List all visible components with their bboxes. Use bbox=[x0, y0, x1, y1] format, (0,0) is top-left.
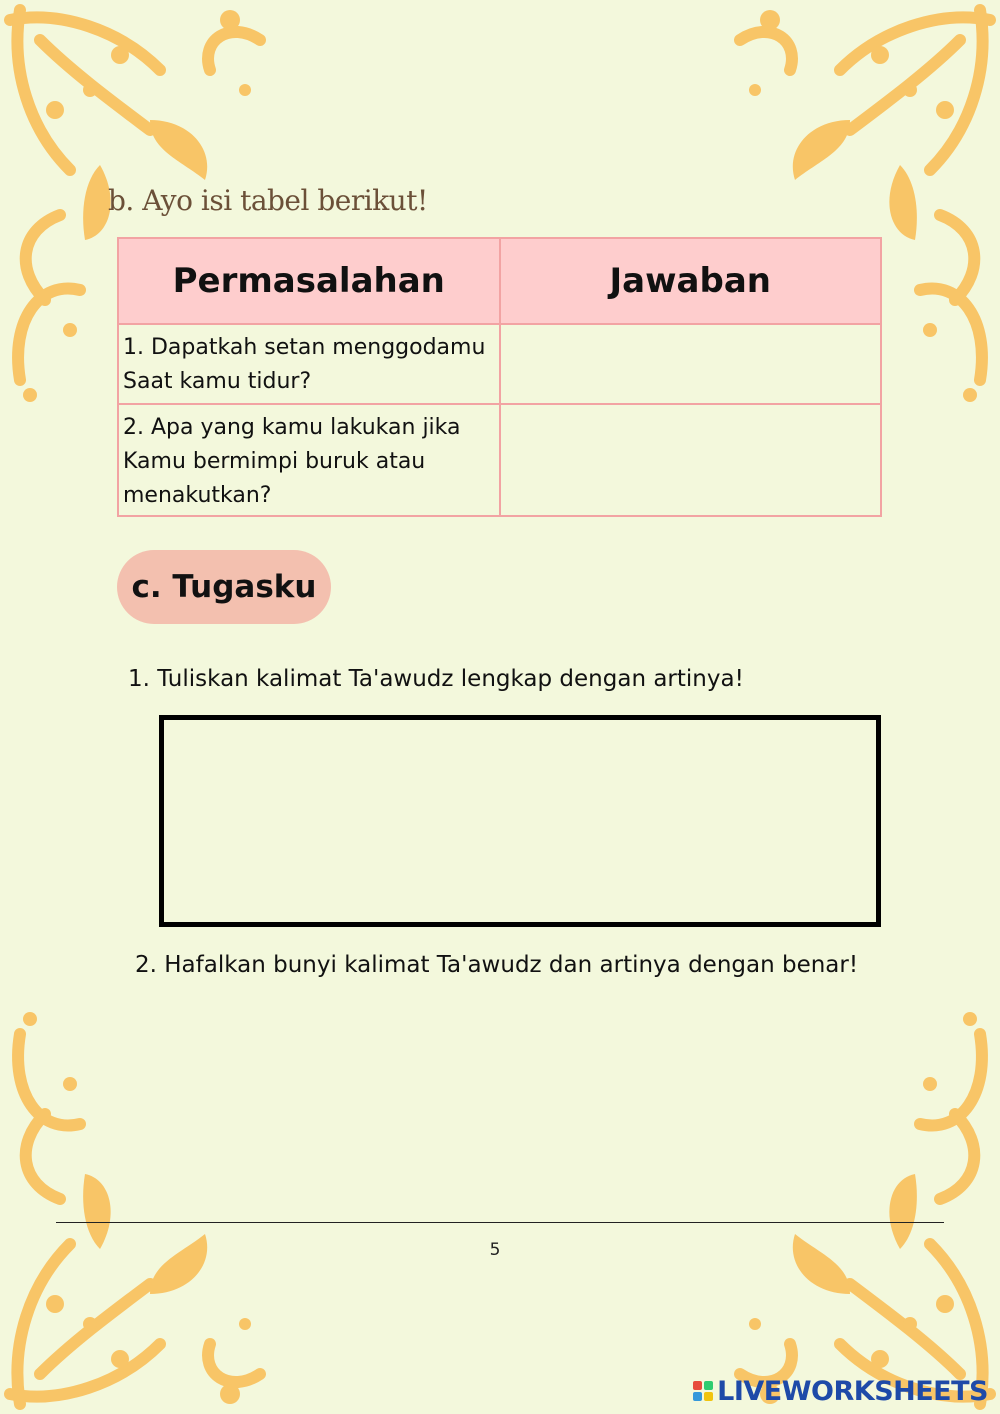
problem-cell: 2. Apa yang kamu lakukan jika Kamu bermimpi buruk atau menakutkan? bbox=[118, 404, 500, 516]
footer-divider bbox=[56, 1222, 944, 1223]
liveworksheets-brand[interactable] bbox=[693, 1376, 988, 1406]
table-row bbox=[118, 404, 881, 516]
section-c-title: c. Tugasku bbox=[131, 569, 317, 605]
answer-cell[interactable] bbox=[500, 324, 882, 404]
task-1-answer-box[interactable] bbox=[159, 715, 881, 927]
task-2-instruction: 2. Hafalkan bunyi kalimat Ta'awudz dan artinya dengan benar! bbox=[135, 952, 859, 978]
section-c-badge bbox=[117, 550, 331, 624]
liveworksheets-wordmark: LIVEWORKSHEETS bbox=[717, 1375, 988, 1407]
section-b-title: b. Ayo isi tabel berikut! bbox=[108, 184, 428, 217]
answer-cell[interactable] bbox=[500, 404, 882, 516]
page-number: 5 bbox=[489, 1240, 501, 1260]
task-1-instruction: 1. Tuliskan kalimat Ta'awudz lengkap dengan artinya! bbox=[128, 666, 744, 692]
corner-ornament-bottom-right-icon bbox=[710, 994, 1000, 1414]
table-header-row bbox=[118, 238, 881, 324]
liveworksheets-logo-icon bbox=[693, 1381, 713, 1401]
problems-table bbox=[117, 237, 882, 517]
header-permasalahan: Permasalahan bbox=[118, 238, 500, 324]
header-jawaban: Jawaban bbox=[500, 238, 882, 324]
problem-cell: 1. Dapatkah setan menggodamu Saat kamu tidur? bbox=[118, 324, 500, 404]
table-row bbox=[118, 324, 881, 404]
corner-ornament-bottom-left-icon bbox=[0, 994, 290, 1414]
